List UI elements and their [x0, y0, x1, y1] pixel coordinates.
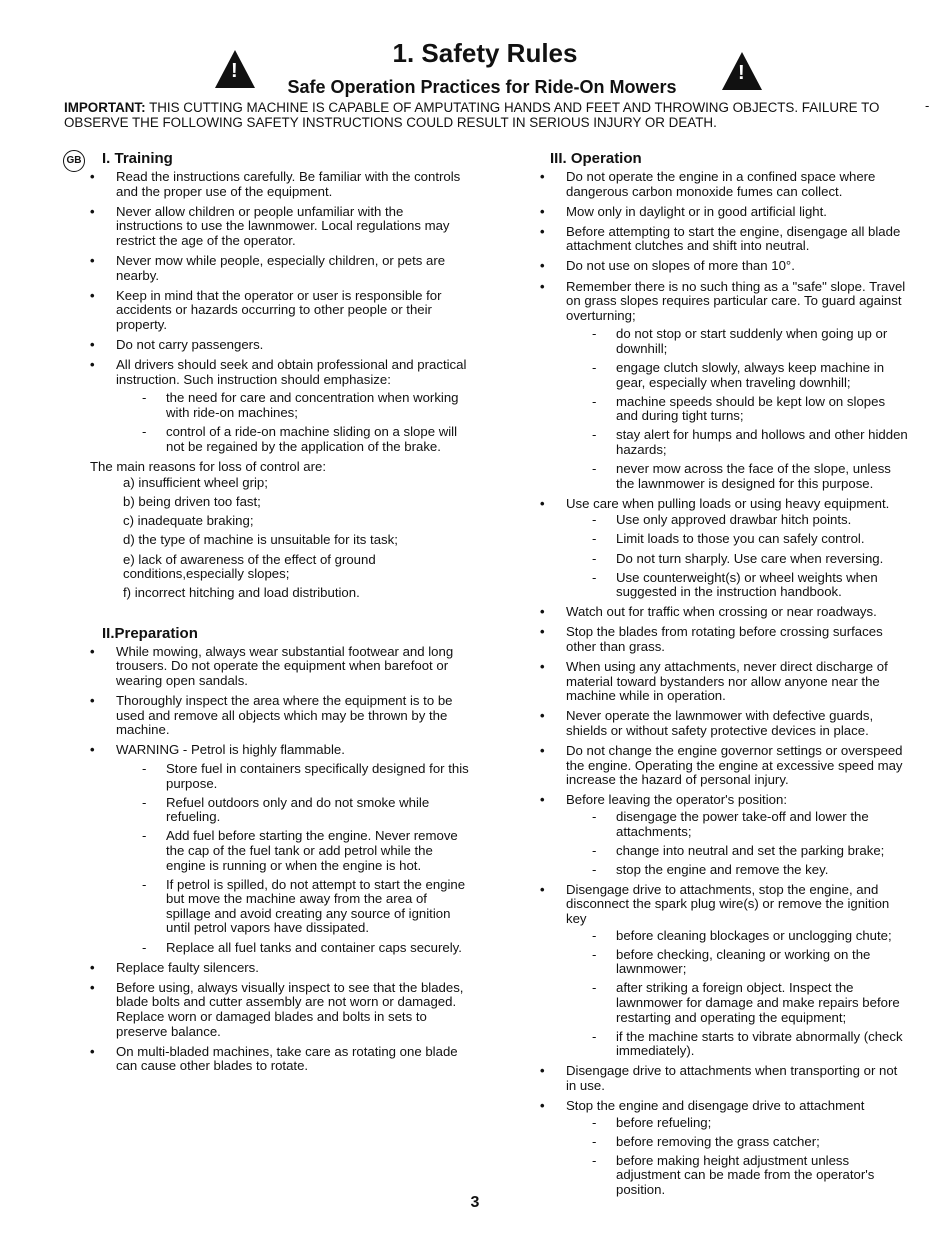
sub-list	[592, 513, 910, 599]
sub-list-item: - disengage the power take-off and lower the attachments;	[592, 810, 910, 839]
reasons-intro: The main reasons for loss of control are:	[90, 458, 327, 474]
list-item	[540, 497, 910, 600]
important-notice	[64, 100, 912, 130]
sub-list-item: - Replace all fuel tanks and container caps securely.	[142, 941, 472, 956]
list-item: • Disengage drive to attachments when transporting or not in use.	[540, 1064, 910, 1093]
list-item-text: Disengage drive to attachments, stop the engine, and disconnect the spark plug wire(s) or remove the ignition key	[566, 881, 890, 927]
list-item: • Mow only in daylight or in good artificial light.	[540, 205, 910, 220]
list-item	[540, 1099, 910, 1198]
reason-item: b) being driven too fast;	[123, 494, 261, 510]
list-item	[540, 280, 910, 492]
preparation-heading: II.Preparation	[102, 624, 198, 642]
list-item-text: Remember there is no such thing as a "safe" slope. Travel on grass slopes requires particular care. To guard against overturning;	[566, 278, 906, 323]
sub-list-item: - Add fuel before starting the engine. Never remove the cap of the fuel tank or add petrol while the engine is running or when the engine is hot.	[142, 829, 472, 873]
right-column	[540, 150, 910, 1203]
list-item: • Do not change the engine governor settings or overspeed the engine. Operating the engine at excessive speed may increase the hazard of personal injury.	[540, 744, 910, 788]
sub-list-item: - Store fuel in containers specifically designed for this purpose.	[142, 762, 472, 791]
sub-list-item: - before checking, cleaning or working on the lawnmower;	[592, 948, 910, 977]
list-item-text: All drivers should seek and obtain professional and practical instruction. Such instruction should emphasize:	[116, 357, 467, 387]
sub-list-item: - change into neutral and set the parking brake;	[592, 844, 910, 859]
sub-list-item: - before refueling;	[592, 1116, 910, 1131]
sub-list-item: - machine speeds should be kept low on slopes and during tight turns;	[592, 395, 910, 424]
list-item: • Before using, always visually inspect to see that the blades, blade bolts and cutter assembly are not worn or damaged. Replace worn or damaged blades and bolts in sets to preserve balance.	[90, 981, 472, 1039]
sub-list	[142, 762, 472, 955]
preparation-section	[90, 625, 472, 1074]
sub-list-item: - before removing the grass catcher;	[592, 1135, 910, 1150]
sub-list	[142, 391, 472, 454]
reason-item: e) lack of awareness of the effect of ground conditions,especially slopes;	[123, 551, 376, 582]
list-item: • Never mow while people, especially children, or pets are nearby.	[90, 254, 472, 283]
list-item: • Never allow children or people unfamiliar with the instructions to use the lawnmower. Local regulations may restrict the age of the operator.	[90, 205, 472, 249]
list-item: • While mowing, always wear substantial footwear and long trousers. Do not operate the equipment when barefoot or wearing open sandals.	[90, 645, 472, 689]
list-item: • Watch out for traffic when crossing or near roadways.	[540, 605, 910, 620]
sub-list-item: - before cleaning blockages or unclogging chute;	[592, 929, 910, 944]
page-subtitle: Safe Operation Practices for Ride-On Mowers	[287, 77, 677, 97]
sub-list-item: - the need for care and concentration when working with ride-on machines;	[142, 391, 472, 420]
page-header	[0, 38, 950, 98]
sub-list	[592, 929, 910, 1059]
reason-item: d) the type of machine is unsuitable for its task;	[123, 532, 398, 548]
sub-list-item: - do not stop or start suddenly when going up or downhill;	[592, 327, 910, 356]
sub-list-item: - engage clutch slowly, always keep machine in gear, especially when traveling downhill;	[592, 361, 910, 390]
sub-list-item: - before making height adjustment unless adjustment can be made from the operator's position.	[592, 1154, 910, 1198]
training-heading: I. Training	[102, 150, 173, 167]
list-item: • Replace faulty silencers.	[90, 961, 472, 976]
list-item	[90, 358, 472, 454]
list-item: • Keep in mind that the operator or user is responsible for accidents or hazards occurring to other people or their property.	[90, 289, 472, 333]
stray-mark: -	[925, 98, 930, 113]
reason-item: a) insufficient wheel grip;	[123, 475, 268, 491]
list-item: • Thoroughly inspect the area where the equipment is to be used and remove all objects which may be thrown by the machine.	[90, 694, 472, 738]
page-title: 1. Safety Rules	[392, 38, 578, 68]
sub-list-item: - never mow across the face of the slope, unless the lawnmower is designed for this purpose.	[592, 462, 910, 491]
list-item: • On multi-bladed machines, take care as rotating one blade can cause other blades to rotate.	[90, 1045, 472, 1074]
reason-item: c) inadequate braking;	[123, 513, 254, 529]
list-item: • Do not operate the engine in a confined space where dangerous carbon monoxide fumes can collect.	[540, 170, 910, 199]
list-item	[540, 883, 910, 1059]
sub-list-item: - Use only approved drawbar hitch points.	[592, 513, 910, 528]
list-item: • Do not use on slopes of more than 10°.	[540, 259, 910, 274]
list-item: • When using any attachments, never direct discharge of material toward bystanders nor allow anyone near the machine while in operation.	[540, 660, 910, 704]
list-item	[90, 743, 472, 955]
sub-list-item: - after striking a foreign object. Inspect the lawnmower for damage and make repairs before restarting and operating the equipment;	[592, 981, 910, 1025]
list-item: • Never operate the lawnmower with defective guards, shields or without safety protective devices in place.	[540, 709, 910, 738]
sub-list-item: - stop the engine and remove the key.	[592, 863, 910, 878]
sub-list	[592, 1116, 910, 1198]
sub-list-item: - Limit loads to those you can safely control.	[592, 532, 910, 547]
list-item-text: Use care when pulling loads or using heavy equipment.	[566, 495, 890, 511]
list-item-text: WARNING - Petrol is highly flammable.	[116, 742, 345, 758]
list-item-text: Before leaving the operator's position:	[566, 792, 787, 808]
sub-list	[592, 327, 910, 491]
left-column	[90, 150, 472, 1079]
sub-list-item: - Do not turn sharply. Use care when reversing.	[592, 552, 910, 567]
training-section	[90, 150, 472, 601]
warning-triangle-icon	[722, 52, 762, 90]
list-item: • Stop the blades from rotating before crossing surfaces other than grass.	[540, 625, 910, 654]
operation-section	[540, 150, 910, 1198]
list-item-text: Stop the engine and disengage drive to attachment	[566, 1098, 865, 1114]
list-item: • Read the instructions carefully. Be familiar with the controls and the proper use of the equipment.	[90, 170, 472, 199]
sub-list-item: - stay alert for humps and hollows and other hidden hazards;	[592, 428, 910, 457]
list-item: • Before attempting to start the engine, disengage all blade attachment clutches and shift into neutral.	[540, 225, 910, 254]
sub-list-item: - Refuel outdoors only and do not smoke while refueling.	[142, 796, 472, 825]
sub-list-item: - If petrol is spilled, do not attempt to start the engine but move the machine away from the area of spillage and avoid creating any source of ignition until petrol vapors have dissipated.	[142, 878, 472, 936]
page-number: 3	[470, 1194, 480, 1211]
sub-list	[592, 810, 910, 877]
operation-heading: III. Operation	[550, 150, 642, 167]
sub-list-item: - Use counterweight(s) or wheel weights when suggested in the instruction handbook.	[592, 571, 910, 600]
list-item: • Do not carry passengers.	[90, 338, 472, 353]
gb-language-badge-icon: GB	[63, 150, 85, 172]
sub-list-item: - control of a ride-on machine sliding on a slope will not be regained by the application of the brake.	[142, 425, 472, 454]
important-label: IMPORTANT:	[64, 100, 146, 115]
reason-item: f) incorrect hitching and load distribution.	[123, 585, 360, 601]
warning-triangle-icon	[215, 50, 255, 88]
important-text: THIS CUTTING MACHINE IS CAPABLE OF AMPUTATING HANDS AND FEET AND THROWING OBJECTS. FAILURE TO OBSERVE THE FOLLOWING SAFETY INSTRUCTIONS COULD RESULT IN SERIOUS INJURY OR DEATH.	[64, 100, 880, 130]
sub-list-item: - if the machine starts to vibrate abnormally (check immediately).	[592, 1030, 910, 1059]
list-item	[540, 793, 910, 877]
